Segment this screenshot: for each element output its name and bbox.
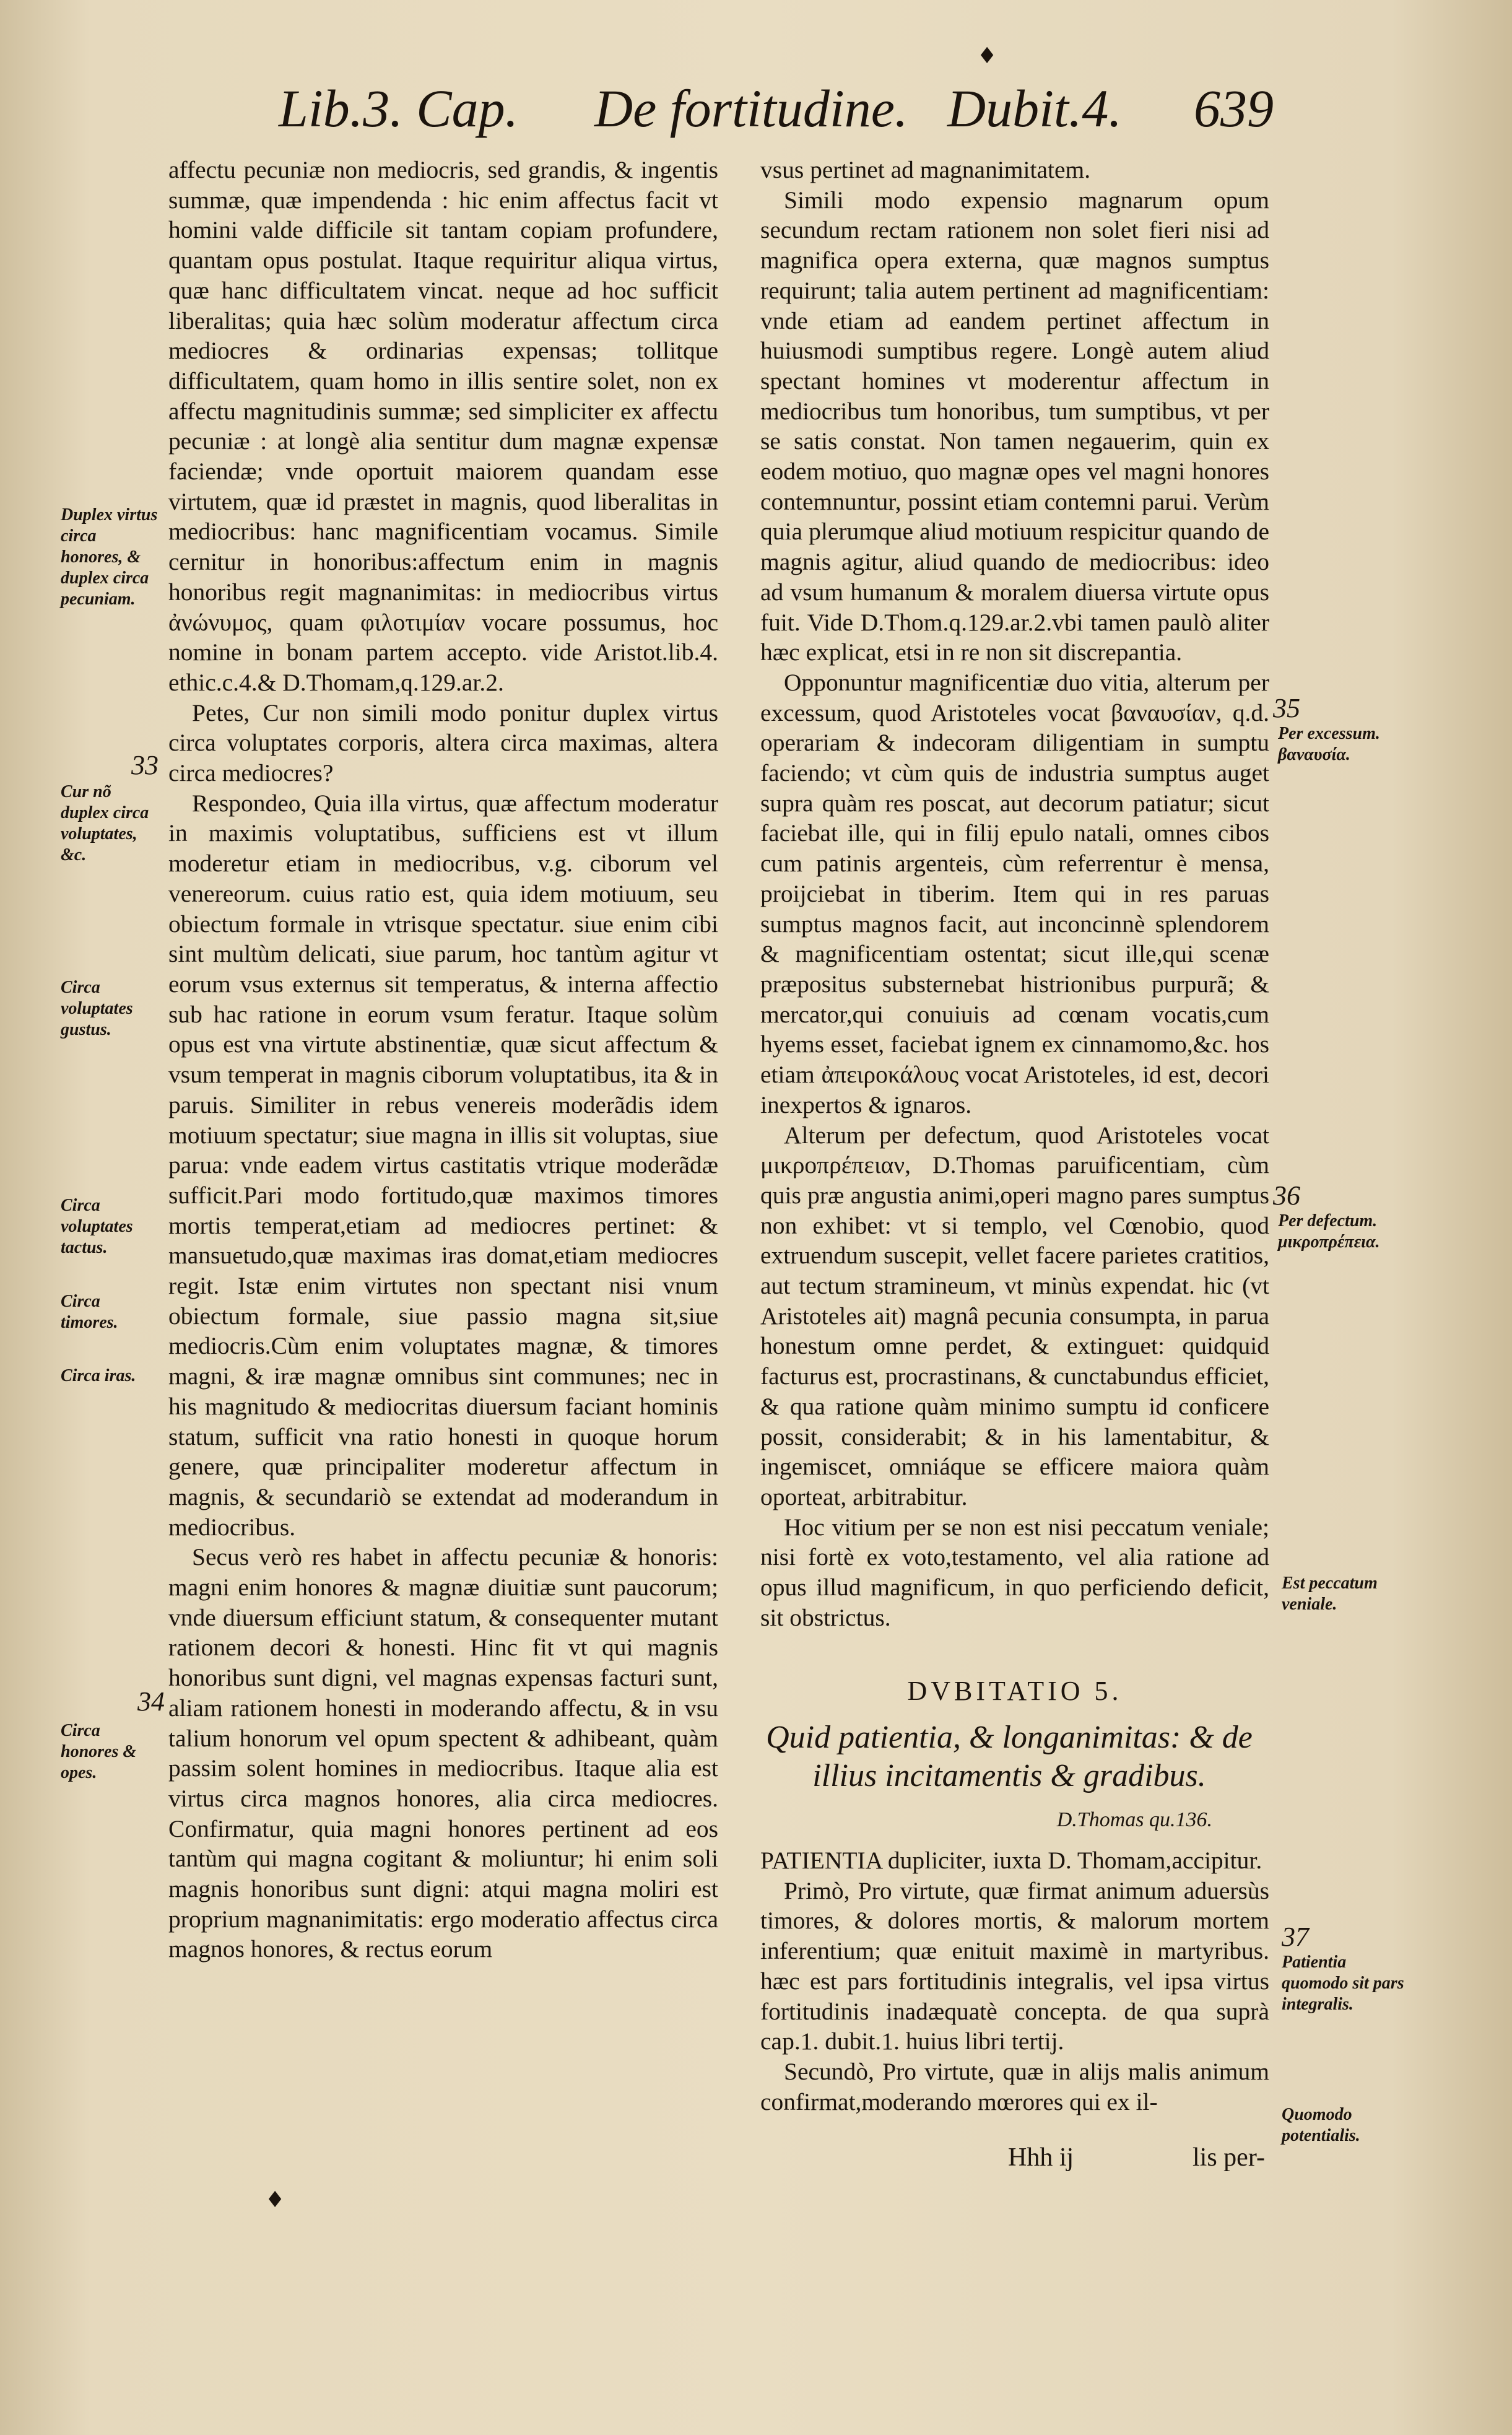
paragraph-text: PATIENTIA dupliciter, iuxta D. Thomam,accipitur. (760, 1847, 1262, 1874)
margin-note: Duplex virtus circa honores, & duplex circa pecuniam. (61, 505, 158, 609)
margin-note: Per defectum. μικροπρέπεια. (1278, 1211, 1380, 1252)
margin-note: Est peccatum veniale. (1282, 1574, 1378, 1614)
dubitatio-title: Quid patientia, & longanimitas: & de illius incitamentis & gradibus. (766, 1720, 1253, 1793)
paragraph: Simili modo expensio magnarum opum secundum rectam rationem non solet fieri nisi ad magnifica opera externa, quæ magnos sumptus requirunt; talia autem pertinent ad magnificentiam: vnde etiam ad eandem pertinet affectum in huiusmodi sumptibus regere. Longè autem aliud spectant homines vt moderentur affectum in mediocribus tum honoribus, tum sumptibus, vt per se satis constat. Non tamen negauerim, quin ex eodem motiuo, quo magnæ opes vel magni honores contemnuntur, possint etiam contemni parui. Verùm quia plerumque aliud motiuum respicitur quando de magnis agitur, aliud quando de mediocribus: ideo ad vsum humanum & moralem diuersa virtute opus fuit. Vide D.Thom.q.129.ar.2.vbi tamen paulò aliter hæc explicat, etsi in re non sit discrepantia. (760, 186, 1269, 666)
paragraph: Secundò, Pro virtute, quæ in alijs malis animum confirmat,moderando mœrores qui ex il- (760, 2057, 1269, 2115)
paragraph: vsus pertinet ad magnanimitatem. (760, 156, 1091, 183)
running-header (0, 74, 1512, 155)
header-book-chapter: Lib.3. Cap. (279, 79, 519, 138)
signature-mark: Hhh ij (1008, 2143, 1074, 2172)
top-ornament: ♦ (977, 43, 997, 69)
margin-note: Patientia quomodo sit pars integralis. (1282, 1953, 1404, 2014)
margin-note: Quomodo potentialis. (1282, 2105, 1360, 2145)
paragraph: Opponuntur magnificentiæ duo vitia, alterum per excessum, quod Aristoteles vocat βαναυσίαν, q.d. operariam & indecoram diligentiam in sumptu faciendo; vt cùm quis de industria sumptus auget supra quàm res poscat, aut decorum patiatur; sicut faciebat ille, qui in filij epulo natali, omnes cibos cum patinis argenteis, cùm referrentur è mensa, proijciebat in tiberim. Item qui in res paruas sumptus magnos facit, aut inconcinnè splendorem & magnificentiam ostentat; sicut ille,qui scenæ præpositus substernebat histrionibus purpurã; & mercator,qui conuiuis ad cœnam vocatis,cum hyems esset, faciebat ignem ex cinnamomo,&c. hos etiam ἀπειροκάλους vocat Aristoteles, id est, decori inexpertos & ignaros. (760, 668, 1269, 1118)
margin-note: Circa honores & opes. (61, 1721, 137, 1782)
paragraph: Alterum per defectum, quod Aristoteles vocat μικροπρέπειαν, D.Thomas paruificentiam, cùm quis præ angustia animi,operi magno pares sumptus non exhibet: vt si templo, vel Cœnobio, quod extruendum suscepit, vellet facere parietes cratitios, aut tectum stramineum, vt minùs expendat. hic (vt Aristoteles ait) magnâ pecunia consumpta, in parua honestum omne perdet, & extinguet: quidquid facturus est, procrastinans, & cunctabundus efficiet, & qua ratione quàm minimo sumptu id conficere possit, considerabit; & in his lamentabitur, & ingemiscet, omniáque se efficere maiora quàm oporteat, arbitrabitur. (760, 1121, 1269, 1510)
bottom-ornament: ♦ (265, 2187, 285, 2213)
margin-note: Circa voluptates gustus. (61, 978, 133, 1039)
paragraph: Secus verò res habet in affectu pecuniæ & honoris: magni enim honores & magnæ diuitiæ sunt paucorum; vnde diuersum efficiunt statum, & consequenter mutant rationem decori & honesti. Hinc fit vt qui magnis honoribus sunt digni, vel magnas expensas facturi sunt, aliam rationem honesti in moderando affectu, & in vsu talium honorum vel opum spectent & adhibeant, quàm passim solent homines in mediocribus. Itaque alia est virtus circa magnos honores, alia circa mediocres. Confirmatur, quia magni honores pertinent ad eos tantùm qui magna cogitant & moliuntur; hi enim soli magnis honoribus sunt digni: atqui magna moliri est proprium magnanimitatis: ergo moderatio affectus circa magnos honores, & rectus eorum (168, 1543, 718, 1963)
paragraph-number: 37 (1282, 1922, 1309, 1952)
catchword: lis per- (1193, 2143, 1265, 2172)
page-number: 639 (1194, 79, 1274, 138)
right-column-continued (760, 1845, 1269, 2117)
paragraph: Primò, Pro virtute, quæ firmat animum aduersùs timores, & dolores mortis, & malorum mortem inferentium; quæ enituit maximè in martyribus. hæc est pars fortitudinis integralis, vel ipsa virtus fortitudinis inadæquatè concepta. de qua suprà cap.1. dubit.1. huius libri tertij. (760, 1876, 1269, 2055)
paragraph: affectu pecuniæ non mediocris, sed grandis, & ingentis summæ, quæ impendenda : hic enim affectus facit vt homini valde difficile sit tantam copiam profundere, quantam opus postulat. Itaque requiritur aliqua virtus, quæ hanc difficultatem vincat. neque ad hoc sufficit liberalitas; quia hæc solùm moderatur affectum circa mediocres & ordinarias expensas; tollitque difficultatem, quam homo in illis sentire solet, non ex affectu magnitudinis summæ; sed simpliciter ex affectu pecuniæ : at longè alia sentitur dum magnæ expensæ faciendæ; vnde oportuit maiorem quandam esse virtutem, quæ id præstet in magnis, quod liberalitas in mediocribus: hanc magnificentiam vocamus. Simile cernitur in honoribus:affectum enim in magnis honoribus regit magnanimitas: in mediocribus virtus ἀνώνυμος, quam φιλοτιμίαν vocare possumus, hoc nomine in bonam partem accepto. vide Aristot.lib.4. ethic.c.4.& D.Thomam,q.129.ar.2. (168, 156, 718, 696)
paragraph: Hoc vitium per se non est nisi peccatum veniale; nisi fortè ex voto,testamento, vel alia ratione ad opus illud magnificum, in quo perficiendo deficit, sit obstrictus. (760, 1513, 1269, 1631)
header-title: De fortitudine. (594, 79, 908, 138)
paragraph (760, 1845, 1269, 1876)
header-dubitatio: Dubit.4. (947, 79, 1122, 138)
margin-note: Per excessum. βαναυσία. (1278, 724, 1380, 764)
dubitatio-reference: D.Thomas qu.136. (1056, 1808, 1212, 1831)
paragraph: Respondeo, Quia illa virtus, quæ affectum moderatur in maximis voluptatibus, sufficiens est vt illum moderetur etiam in mediocribus, v.g. ciborum vel venereorum. cuius ratio est, quia idem motiuum, seu obiectum formale in vtrisque spectatur. siue enim cibi sint multùm delicati, siue parum, hoc tantùm agitur vt eorum vsus externus sit temperatus, & interna affectio sub hac ratione in eorum vsum feratur. Itaque solùm opus est vna virtute abstinentiæ, quæ sicut affectum & vsum temperat in magnis ciborum voluptatibus, ita & in paruis. Similiter in rebus venereis moderãdis idem motiuum spectatur; siue magna in illis sit voluptas, siue parua: vnde eadem virtus castitatis vtrique moderãdæ sufficit.Pari modo fortitudo,quæ maximos timores mortis temperat,etiam ad mediocres pertinet: & mansuetudo,quæ maximas iras domat,etiam mediocres regit. Istæ enim virtutes non spectant nisi vnum obiectum formale, siue passio magna sit,siue mediocris.Cùm enim voluptates magnæ, & timores magni, & iræ magnæ omnibus sint communes; nec in his magnitudo & mediocritas diuersum faciant hominis statum, sufficit vna ratio honesti in quoque horum generе, quæ principaliter moderetur affectum in magnis, & secundariò se extendat ad moderandum in mediocribus. (168, 789, 718, 1541)
paragraph-number: 34 (137, 1686, 165, 1717)
margin-note: Circa timores. (61, 1292, 118, 1332)
right-column (760, 155, 1269, 1632)
margin-note: Circa voluptates tactus. (61, 1196, 133, 1257)
paragraph-number: 36 (1273, 1180, 1300, 1211)
paragraph: Petes, Cur non simili modo ponitur duplex virtus circa voluptates corporis, altera circa maximas, altera circa mediocres? (168, 699, 718, 787)
paragraph-number: 35 (1273, 693, 1300, 723)
dubitatio-heading: DVBITATIO 5. (907, 1676, 1123, 1706)
paragraph-number: 33 (131, 750, 159, 780)
left-column (168, 155, 718, 1964)
margin-note: Cur nõ duplex circa voluptates, &c. (61, 782, 149, 865)
margin-note: Circa iras. (61, 1366, 136, 1385)
